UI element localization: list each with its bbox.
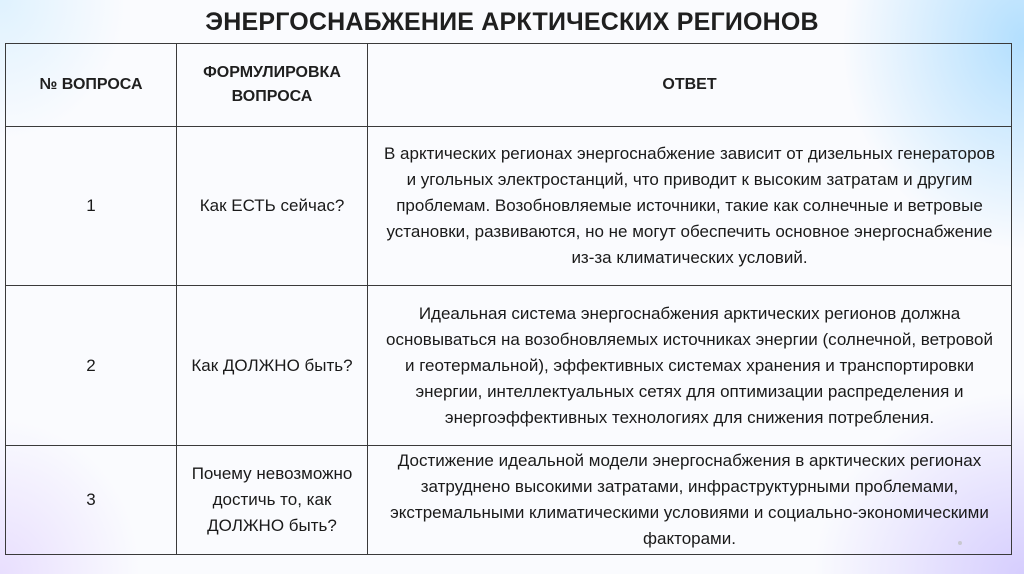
question-number-cell: 2 [6, 286, 177, 446]
question-number-cell: 1 [6, 127, 177, 286]
question-cell: Как ДОЛЖНО быть? [177, 286, 368, 446]
answer-cell: Достижение идеальной модели энергоснабжения в арктических регионах затруднено высокими затратами, инфраструктурными проблемами, экстремальными климатическими условиями и социально-экономическими факторами. [368, 446, 1012, 555]
question-cell: Почему невозможно достичь то, как ДОЛЖНО быть? [177, 446, 368, 555]
page-title: ЭНЕРГОСНАБЖЕНИЕ АРКТИЧЕСКИХ РЕГИОНОВ [205, 8, 819, 36]
decorative-dot [958, 541, 962, 545]
table-header-row [6, 44, 1012, 127]
qa-table [5, 43, 1012, 555]
question-number-cell: 3 [6, 446, 177, 555]
table-row [6, 127, 1012, 286]
table-row [6, 286, 1012, 446]
table-row [6, 446, 1012, 555]
header-answer: ОТВЕТ [368, 44, 1012, 127]
answer-cell: Идеальная система энергоснабжения арктических регионов должна основываться на возобновляемых источниках энергии (солнечной, ветровой и геотермальной), эффективных системах хранения и транспортировки энергии, интеллектуальных сетях для оптимизации распределения и энергоэффективных технологиях для снижения потребления. [368, 286, 1012, 446]
answer-cell: В арктических регионах энергоснабжение зависит от дизельных генераторов и угольных электростанций, что приводит к высоким затратам и другим проблемам. Возобновляемые источники, такие как солнечные и ветровые установки, развиваются, но не могут обеспечить основное энергоснабжение из-за климатических условий. [368, 127, 1012, 286]
header-question-number: № ВОПРОСА [6, 44, 177, 127]
question-cell: Как ЕСТЬ сейчас? [177, 127, 368, 286]
header-question-wording: ФОРМУЛИРОВКА ВОПРОСА [177, 44, 368, 127]
